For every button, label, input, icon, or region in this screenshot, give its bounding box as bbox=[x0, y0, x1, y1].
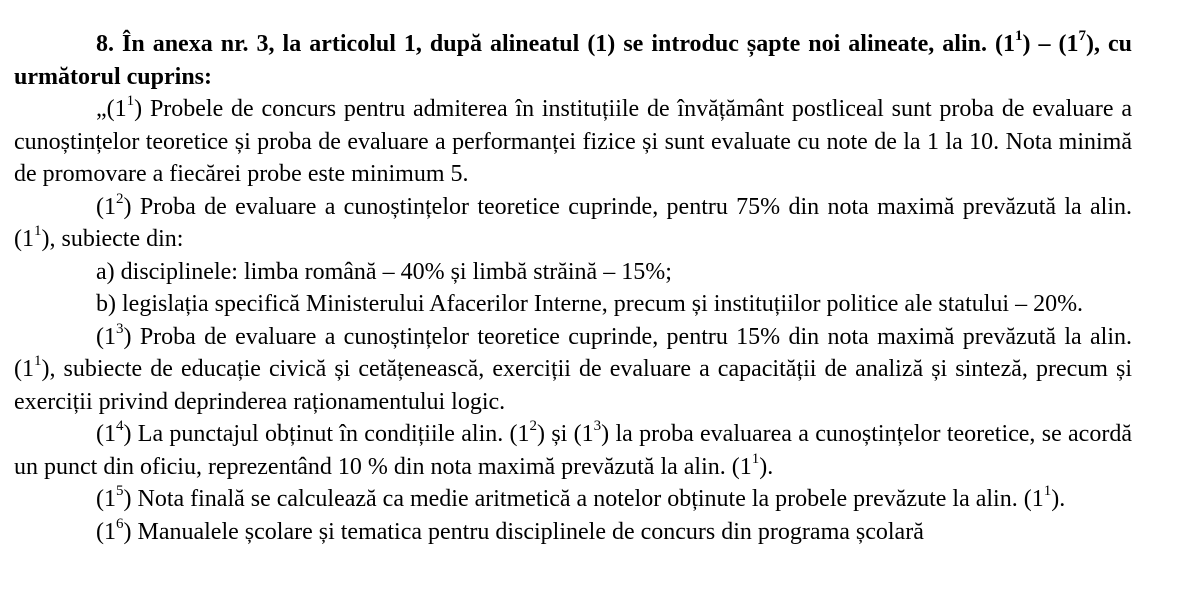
paragraph-text: ) La punctajul obținut în condițiile alin. (1 bbox=[123, 421, 530, 447]
superscript: 3 bbox=[593, 418, 602, 434]
paragraph-1-1 bbox=[14, 93, 1132, 191]
paragraph-text: ) Proba de evaluare a cunoștințelor teoretice cuprinde, pentru 15% din nota maximă prevăzută la alin. (1 bbox=[14, 323, 1132, 382]
paragraph-1-5 bbox=[14, 483, 1132, 516]
paragraph-text: (1 bbox=[96, 323, 116, 350]
superscript: 7 bbox=[1078, 28, 1086, 44]
superscript: 2 bbox=[529, 418, 538, 434]
list-item-b bbox=[14, 288, 1132, 321]
heading-text: 8. În anexa nr. 3, la articolul 1, după alineatul (1) se introduc șapte noi alineate, alin. (1 bbox=[96, 31, 1015, 57]
paragraph-text: b) legislația specifică Ministerului Afacerilor Interne, precum și instituțiilor politice ale statului – 20%. bbox=[96, 291, 1084, 317]
paragraph-text: (1 bbox=[96, 486, 116, 512]
superscript: 1 bbox=[1043, 483, 1052, 499]
paragraph-text: a) disciplinele: limba română – 40% și limbă străină – 15%; bbox=[96, 258, 672, 285]
paragraph-text: ) la proba evaluarea a cunoștințelor teoretice, se acordă un punct din oficiu, reprezentând 10 % din nota maximă prevăzută la alin. (1 bbox=[14, 421, 1132, 480]
section-heading bbox=[14, 28, 1132, 93]
paragraph-text: ) Probele de concurs pentru admiterea în instituțiile de învățământ postliceal sunt proba de evaluare a cunoștințelor teoretice și proba de evaluare a performanței fizice și sunt evaluate cu note de la 1 la 10. Nota minimă de promovare a fiecărei probe este minimum 5. bbox=[14, 96, 1132, 187]
paragraph-text: ) Proba de evaluare a cunoștințelor teoretice cuprinde, pentru 75% din nota maximă prevăzută la alin. (1 bbox=[14, 193, 1132, 252]
paragraph-1-6-cut-off bbox=[14, 516, 1132, 549]
superscript: 5 bbox=[116, 483, 124, 499]
paragraph-text: ), subiecte din: bbox=[41, 226, 184, 252]
paragraph-text: (1 bbox=[96, 421, 116, 447]
paragraph-text: ) și (1 bbox=[537, 421, 594, 447]
paragraph-text: ). bbox=[759, 453, 774, 480]
superscript: 1 bbox=[34, 353, 42, 369]
superscript: 6 bbox=[116, 515, 124, 532]
paragraph-text: „(1 bbox=[96, 96, 127, 122]
paragraph-text: (1 bbox=[96, 193, 116, 220]
paragraph-text: ) Manualele școlare și tematica pentru disciplinele de concurs din programa școlară bbox=[123, 518, 924, 545]
list-item-a bbox=[14, 256, 1132, 289]
paragraph-text: ). bbox=[1051, 486, 1066, 512]
superscript: 1 bbox=[751, 450, 760, 467]
document-page bbox=[14, 28, 1132, 548]
superscript: 2 bbox=[116, 190, 124, 207]
heading-text: ) – (1 bbox=[1022, 31, 1079, 57]
superscript: 4 bbox=[116, 418, 124, 434]
paragraph-text: ) Nota finală se calculează ca medie aritmetică a notelor obținute la probele prevăzute la alin. (1 bbox=[123, 486, 1044, 512]
superscript: 1 bbox=[34, 223, 42, 239]
paragraph-1-2 bbox=[14, 191, 1132, 256]
paragraph-1-3 bbox=[14, 321, 1132, 419]
heading-text: ), cu următorul cuprins: bbox=[14, 31, 1132, 90]
paragraph-text: ), subiecte de educație civică și cetățenească, exerciții de evaluare a capacității de analiză și sinteză, precum și exerciții privind deprinderea raționamentului logic. bbox=[14, 356, 1132, 415]
superscript: 1 bbox=[126, 93, 135, 109]
superscript: 1 bbox=[1014, 28, 1023, 44]
paragraph-1-4 bbox=[14, 418, 1132, 483]
superscript: 3 bbox=[116, 320, 124, 337]
paragraph-text: (1 bbox=[96, 518, 116, 545]
